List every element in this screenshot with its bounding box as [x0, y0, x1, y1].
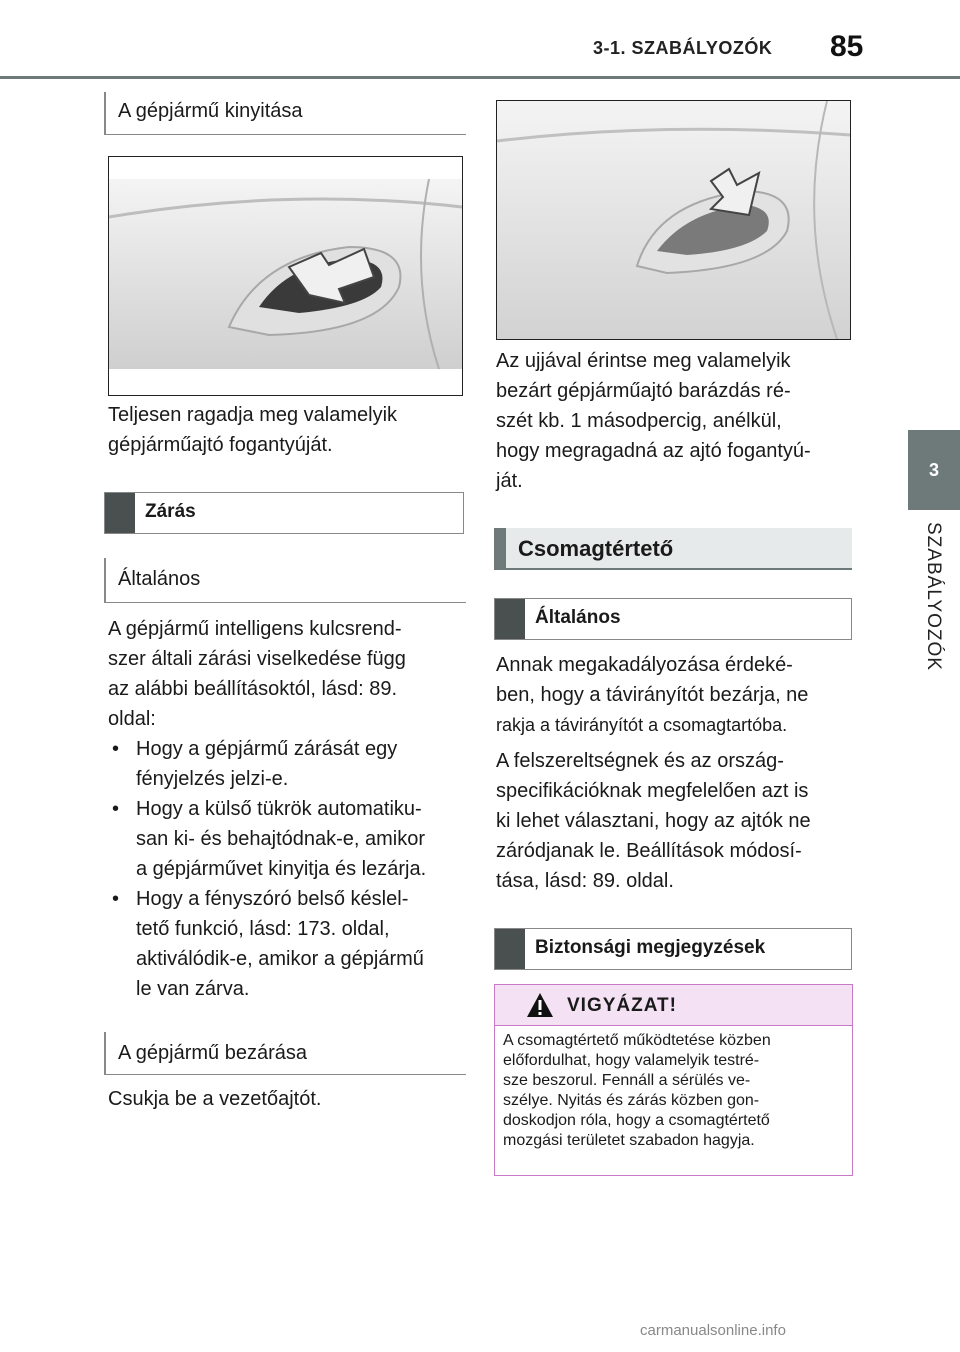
text-line: az alábbi beállításoktól, lásd: 89.	[108, 678, 398, 700]
text-line: szélye. Nyitás és zárás közben gon-	[503, 1092, 760, 1109]
watermark-footer: carmanualsonline.info	[640, 1322, 786, 1339]
text-line: hogy megragadná az ajtó fogantyú-	[496, 440, 811, 462]
text-line: a gépjárművet kinyitja és lezárja.	[136, 858, 427, 880]
chapter-label: SZABÁLYOZÓK	[923, 522, 944, 671]
text-line: előfordulhat, hogy valamelyik testré-	[503, 1052, 760, 1069]
bullet-dot: •	[112, 738, 120, 760]
text-line: mozgási területet szabadon hagyja.	[503, 1132, 755, 1149]
text-line: fényjelzés jelzi-e.	[136, 768, 289, 790]
paragraph-remote	[496, 650, 808, 740]
heading-safety	[494, 928, 852, 970]
text-line: Hogy a fényszóró belső késlel-	[136, 888, 409, 910]
text-line: doskodjon róla, hogy a csomagtértető	[503, 1112, 770, 1129]
door-handle-grip-image	[108, 156, 463, 396]
heading-marker	[105, 493, 135, 533]
warning-triangle-icon	[525, 991, 555, 1019]
text-line: sze beszorul. Fennáll a sérülés ve-	[503, 1072, 751, 1089]
text-line: A gépjármű intelligens kulcsrend-	[108, 618, 402, 640]
text-line: le van zárva.	[136, 978, 250, 1000]
text-line: Az ujjával érintse meg valamelyik	[496, 350, 791, 372]
heading-marker	[495, 599, 525, 639]
warning-box	[494, 984, 853, 1176]
text-line: A csomagtértető működtetése közben	[503, 1032, 771, 1049]
text-line: ját.	[496, 470, 523, 492]
text-line: ben, hogy a távirányítót bezárja, ne	[496, 684, 809, 706]
text-line: rakja a távirányítót a csomagtartóba.	[496, 715, 788, 735]
text-line: gépjárműajtó fogantyúját.	[108, 434, 333, 456]
paragraph-lock-behavior	[108, 614, 406, 734]
paragraph-equipment	[496, 746, 811, 896]
text-line: Teljesen ragadja meg valamelyik	[108, 404, 398, 426]
text-line: oldal:	[108, 708, 156, 730]
subheading-general: Általános	[118, 568, 201, 590]
warning-text	[503, 1031, 843, 1151]
paragraph-touch	[496, 346, 811, 496]
text-line: specifikációknak megfelelően azt is	[496, 780, 809, 802]
text-line: Hogy a gépjármű zárását egy	[136, 738, 398, 760]
heading-general-right	[494, 598, 852, 640]
warning-header	[495, 985, 852, 1026]
text-line: tető funkció, lásd: 173. oldal,	[136, 918, 390, 940]
heading-label: Általános	[535, 607, 621, 628]
warning-title: VIGYÁZAT!	[567, 995, 677, 1016]
heading-marker	[495, 929, 525, 969]
heading-label: Zárás	[145, 501, 196, 522]
section-title: 3-1. SZABÁLYOZÓK	[593, 38, 773, 58]
text-line: san ki- és behajtódnak-e, amikor	[136, 828, 426, 850]
subheading-unlock: A gépjármű kinyitása	[118, 100, 303, 122]
heading-label: Biztonsági megjegyzések	[535, 937, 766, 958]
page-number: 85	[830, 30, 864, 63]
bullet-dot: •	[112, 888, 120, 910]
chapter-tab[interactable]	[908, 430, 960, 510]
text-line: bezárt gépjárműajtó barázdás ré-	[496, 380, 791, 402]
text-line: Hogy a külső tükrök automatiku-	[136, 798, 422, 820]
heading-locking	[104, 492, 464, 534]
text-line: aktiválódik-e, amikor a gépjármű	[136, 948, 424, 970]
subheading-closing: A gépjármű bezárása	[118, 1042, 308, 1064]
text-line: Annak megakadályozása érdeké-	[496, 654, 793, 676]
text-line: tása, lásd: 89. oldal.	[496, 870, 674, 892]
text-line: szét kb. 1 másodpercig, anélkül,	[496, 410, 782, 432]
text-line: A felszereltségnek és az ország-	[496, 750, 784, 772]
door-handle-touch-image	[496, 100, 851, 340]
chapter-number: 3	[928, 460, 939, 480]
text-line: ki lehet választani, hogy az ajtók ne	[496, 810, 811, 832]
text-line: szer általi zárási viselkedése függ	[108, 648, 406, 670]
header-rule	[0, 76, 960, 79]
text-line: záródjanak le. Beállítások módosí-	[496, 840, 802, 862]
bullet-dot: •	[112, 798, 120, 820]
heading-label: Csomagtértető	[518, 536, 674, 561]
paragraph-closing: Csukja be a vezetőajtót.	[108, 1088, 322, 1110]
paragraph-unlock	[108, 400, 397, 460]
heading-trunk-lid	[494, 528, 852, 570]
